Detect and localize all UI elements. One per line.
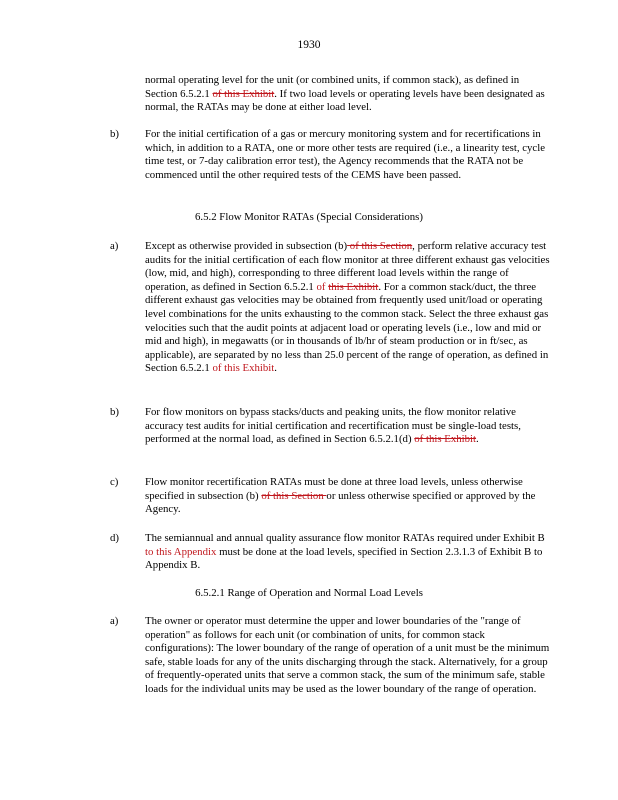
inserted-text: of — [316, 280, 326, 293]
section-heading-6-5-2-1: 6.5.2.1 Range of Operation and Normal Load Levels — [195, 587, 423, 599]
paragraph-a — [145, 615, 553, 697]
text: . If two load levels or operating levels have been designated as normal, the RATAs may be done at either load level. — [145, 87, 545, 114]
paragraph-b — [145, 406, 553, 447]
text: The semiannual and annual quality assurance flow monitor RATAs required under Exhibit B — [145, 532, 545, 544]
item-label-c: c) — [110, 476, 119, 488]
text: The owner or operator must determine the upper and lower boundaries of the "range of operation" as follows for each unit (or combination of units, for common stack configurations): The lower boundary of the range of operation of a unit must be the minimum safe, stable loads for any of the units discharging through the stack. Alternatively, for a group of frequently-operated units that serve a common stack, the sum of the minimum safe, stable loads for the individual units may be used as the lower boundary of the range of operation. — [145, 615, 550, 695]
item-label-b: b) — [110, 128, 119, 140]
text: Flow monitor recertification RATAs must be done at three load levels, unless otherwise specified in subsection (b) — [145, 476, 523, 502]
text: Except as otherwise provided in subsection (b) — [145, 240, 348, 252]
text: normal operating level for the unit (or combined units, if common stack), as defined in Section 6.5.2.1 — [145, 74, 520, 100]
item-label-a: a) — [110, 615, 119, 627]
item-label-d: d) — [110, 532, 119, 544]
text: must be done at the load levels, specified in Section 2.3.1.3 of Exhibit B to Appendix B. — [145, 545, 543, 572]
section-heading-6-5-2: 6.5.2 Flow Monitor RATAs (Special Considerations) — [195, 211, 423, 223]
text: or unless otherwise specified or approved by the Agency. — [145, 489, 536, 516]
text: For the initial certification of a gas or mercury monitoring system and for recertifications in which, in addition to a RATA, one or more other tests are required (i.e., a linearity test, cycle time test, or 7-day calibration error test), the Agency recommends that the RATA not be commenced until the other required tests of the CEMS have been passed. — [145, 128, 545, 181]
deleted-text: of this Exhibit — [212, 87, 275, 100]
page-number: 1930 — [297, 39, 321, 51]
paragraph-c — [145, 476, 553, 517]
text: . — [476, 433, 479, 446]
deleted-text: of this Section — [261, 489, 327, 502]
inserted-text: to this Appendix — [145, 545, 217, 558]
text: , perform relative accuracy test audits for the initial certification of each flow monitor at three different exhaust gas velocities (low, mid, and high), corresponding to three different load levels within the range of operation, as defined in Section 6.5.2.1 — [145, 240, 550, 293]
text: . For a common stack/duct, the three different exhaust gas velocities may be obtained from frequently used unit/load or operating level combinations for the units exhausting to the common stack. Select the three exhaust gas velocities such that the audit points at adjacent load or operating levels (i.e., low and mid or mid and high), in megawatts (or in thousands of lb/hr of steam production or in ft/sec, as applicable), are separated by no less than 25.0 percent of the range of operation, as defined in Section 6.5.2.1 — [145, 280, 549, 375]
deleted-text: of this Exhibit — [414, 433, 477, 446]
text: . — [274, 362, 277, 375]
deleted-text: this Exhibit — [328, 280, 379, 293]
paragraph-b — [145, 128, 553, 182]
text: For flow monitors on bypass stacks/ducts and peaking units, the flow monitor relative accuracy test audits for initial certification and recertification must be single-load tests, performed at the normal load, as defined in Section 6.5.2.1(d) — [145, 406, 521, 446]
deleted-text: of this Section — [347, 240, 413, 252]
item-label-a: a) — [110, 240, 119, 252]
paragraph-d — [145, 532, 553, 573]
paragraph-a — [145, 240, 553, 376]
item-label-b: b) — [110, 406, 119, 418]
paragraph-continued — [145, 74, 553, 115]
inserted-text: of this Exhibit — [212, 362, 275, 375]
